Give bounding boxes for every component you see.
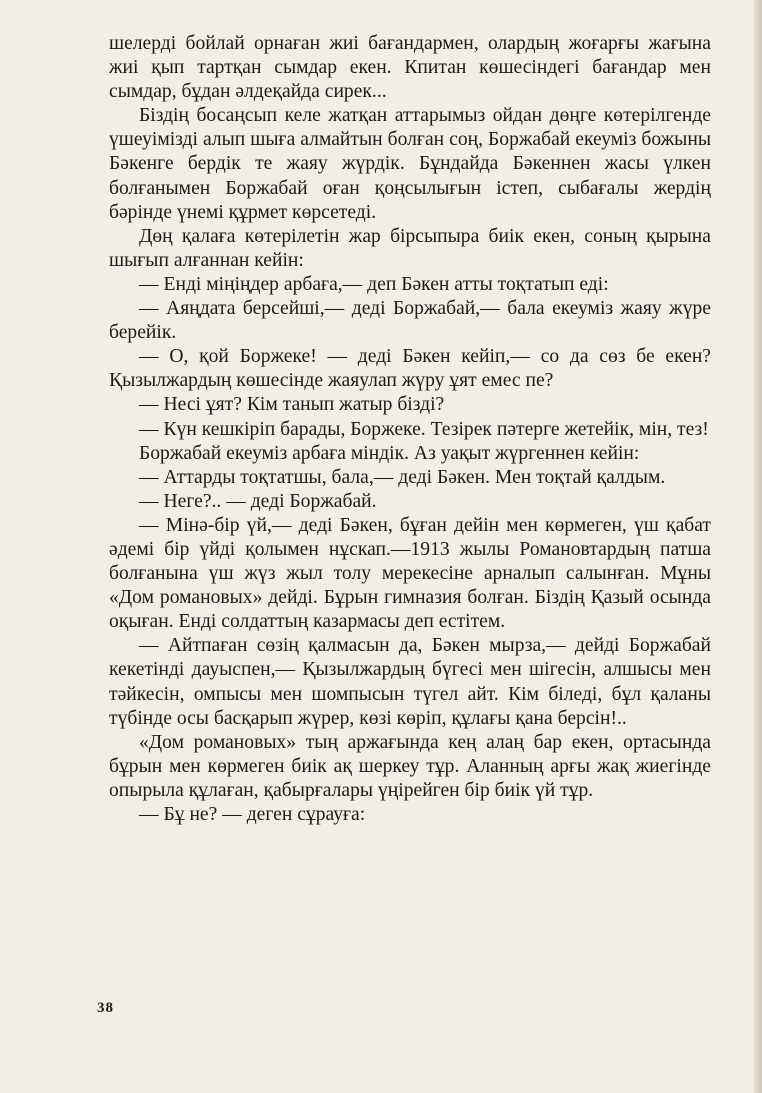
paragraph-5: — Аяңдата берсейші,— деді Боржабай,— бала екеуміз жаяу жүре берейік. — [109, 298, 711, 344]
paragraph-6: — О, қой Боржеке! — деді Бәкен кейіп,— со да сөз бе екен? Қызылжардың көшесінде жаяулап жүру ұят емес пе? — [109, 346, 711, 392]
paragraph-4: — Енді міңіңдер арбаға,— деп Бәкен атты тоқтатып еді: — [139, 273, 609, 295]
paragraph-8: — Күн кешкіріп барады, Боржеке. Тезірек пәтерге жетейік, мін, тез! — [139, 418, 709, 440]
paragraph-15: — Бұ не? — деген сұрауға: — [139, 804, 366, 825]
paragraph-14: «Дом романовых» тың аржағында кең алаң бар екен, ортасында бұрын мен көрмеген биік ақ шеркеу тұр. Аланның арғы жақ жиегінде опырыла құлаған, қабырғалары үңірейген бір биік үй тұр. — [109, 731, 711, 801]
paragraph-3: Дөң қалаға көтерілетін жар бірсыпыра биік екен, соның қырына шығып алғаннан кейін: — [109, 225, 711, 271]
paragraph-11: — Неге?.. — деді Боржабай. — [139, 490, 377, 512]
text-body — [109, 32, 711, 827]
page-edge — [754, 0, 762, 1093]
paragraph-12: — Мінә-бір үй,— деді Бәкен, бұған дейін мен көрмеген, үш қабат әдемі бір үйді қолымен нұскап.—1913 жылы Романовтардың патша болғанына үш жүз жыл толу мерекесіне арналып салынған. Мұны «Дом романовых» дейді. Бұрын гимназия болған. Біздің Қазый осында оқыған. Енді солдаттың казармасы деп естітем. — [109, 514, 711, 633]
paragraph-2: Біздің босаңсып келе жатқан аттарымыз ойдан дөңге көтерілгенде үшеуімізді алып шыға алмайтын болған соң, Боржабай екеуміз божыны Бәкенге бердік те жаяу жүрдік. Бұндайда Бәкеннен жасы үлкен болғанымен Боржабай оған қоңсылығын істеп, сыбағалы жердің бәрінде үнемі құрмет көрсетеді. — [109, 105, 711, 223]
page-number: 38 — [97, 1000, 114, 1016]
paragraph-13: — Айтпаған сөзің қалмасын да, Бәкен мырза,— дейді Боржабай кекетінді дауыспен,— Қызылжардың бүгесі мен шігесін, алшысы мен тәйкесін, омпысы мен шомпысын түгел айт. Кім біледі, бұл қаланы түбінде осы басқарып жүрер, көзі көріп, құлағы қана берсін!.. — [109, 635, 711, 729]
paragraph-9: Боржабай екеуміз арбаға міндік. Аз уақыт жүргеннен кейін: — [139, 442, 640, 464]
paragraph-7: — Несі ұят? Кім танып жатыр бізді? — [139, 394, 445, 416]
paragraph-10: — Аттарды тоқтатшы, бала,–– деді Бәкен. Мен тоқтай қалдым. — [139, 466, 666, 488]
paragraph-1: шелерді бойлай орнаған жиі бағандармен, олардың жоғарғы жағына жиі қып тартқан сымдар екен. Кпитан көшесіндегі бағандар мен сымдар, бұдан әлдеқайда сирек... — [109, 33, 711, 103]
